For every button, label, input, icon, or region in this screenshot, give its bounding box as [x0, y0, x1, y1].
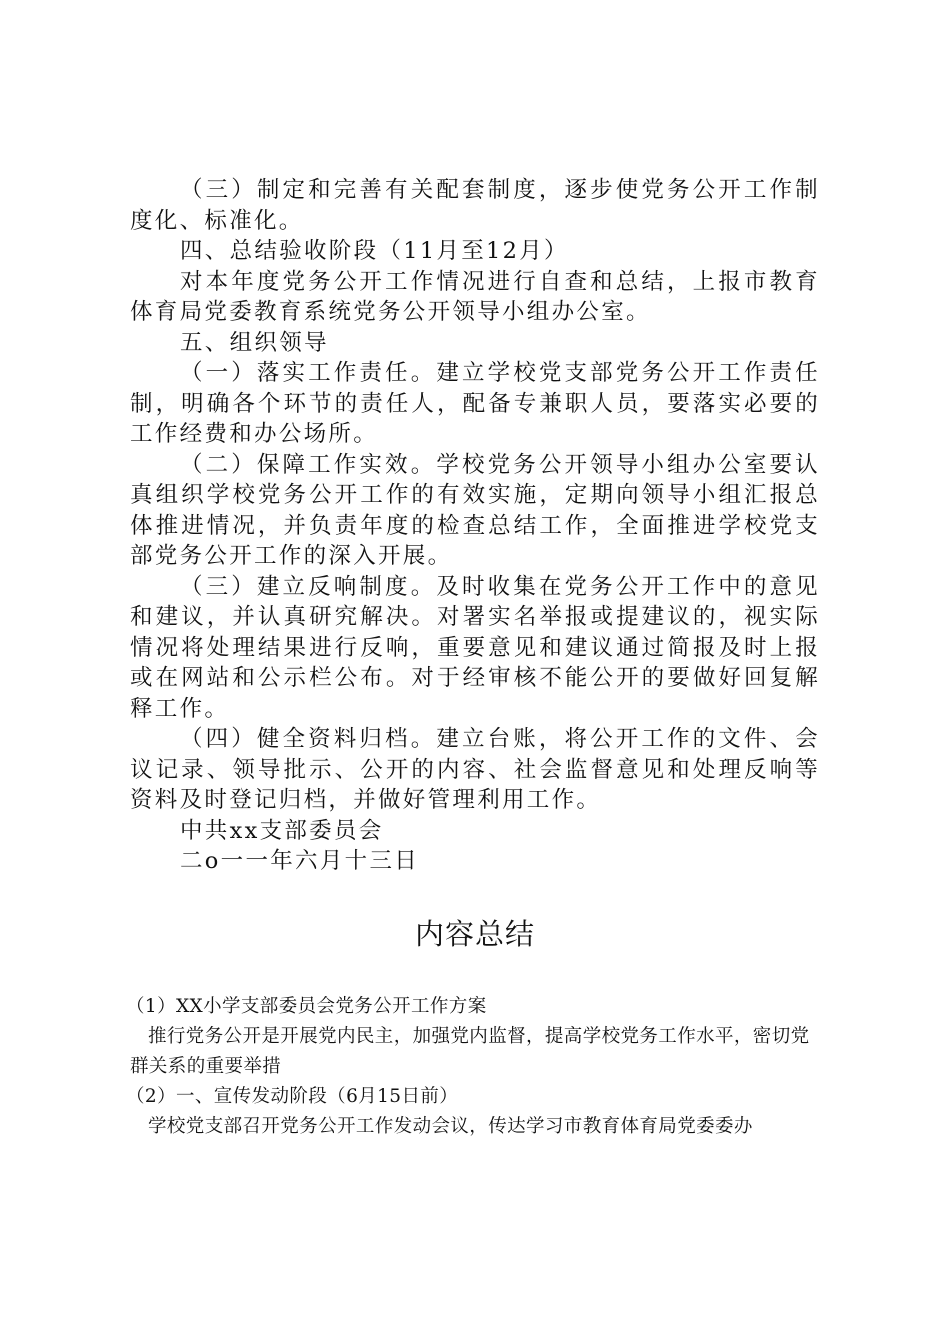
paragraph-section-3-rules: （三）制定和完善有关配套制度，逐步使党务公开工作制度化、标准化。: [130, 177, 820, 234]
summary-title: 内容总结: [414, 917, 535, 951]
paragraph-archiving: （四）健全资料归档。建立台账，将公开工作的文件、会议记录、领导批示、公开的内容、社会监督意见和处理反响等资料及时登记归档，并做好管理利用工作。: [130, 726, 820, 813]
paragraph-work-effectiveness: （二）保障工作实效。学校党务公开领导小组办公室要认真组织学校党务公开工作的有效实施，定期向领导小组汇报总体推进情况，并负责年度的检查总结工作，全面推进学校党支部党务公开工作的深入开展。: [130, 451, 820, 569]
paragraph-work-responsibility: （一）落实工作责任。建立学校党支部党务公开工作责任制，明确各个环节的责任人，配备专兼职人员，要落实必要的工作经费和办公场所。: [130, 360, 820, 447]
document-body: [130, 175, 820, 877]
signature-committee: 中共xx支部委员会: [180, 817, 384, 844]
summary-item-body: 推行党务公开是开展党内民主，加强党内监督，提高学校党务工作水平，密切党群关系的重要举措: [130, 1026, 810, 1077]
summary-item-body: 学校党支部召开党务公开工作发动会议，传达学习市教育体育局党委委办: [148, 1116, 753, 1137]
summary-section: [126, 992, 822, 1142]
signature-date: 二o一一年六月十三日: [180, 848, 420, 874]
summary-item-head: （1）XX小学支部委员会党务公开工作方案: [126, 996, 487, 1017]
heading-summary-acceptance-stage: 四、总结验收阶段（11月至12月）: [180, 238, 569, 264]
paragraph-feedback-system: （三）建立反响制度。及时收集在党务公开工作中的意见和建议，并认真研究解决。对署实名举报或提建议的，视实际情况将处理结果进行反响，重要意见和建议通过简报及时上报或在网站和公示栏公布。对于经审核不能公开的要做好回复解释工作。: [130, 573, 820, 722]
heading-organization-leadership: 五、组织领导: [180, 329, 329, 356]
paragraph-self-check: 对本年度党务公开工作情况进行自查和总结，上报市教育体育局党委教育系统党务公开领导小组办公室。: [130, 268, 820, 325]
summary-item-head: （2）一、宣传发动阶段（6月15日前）: [126, 1086, 459, 1107]
